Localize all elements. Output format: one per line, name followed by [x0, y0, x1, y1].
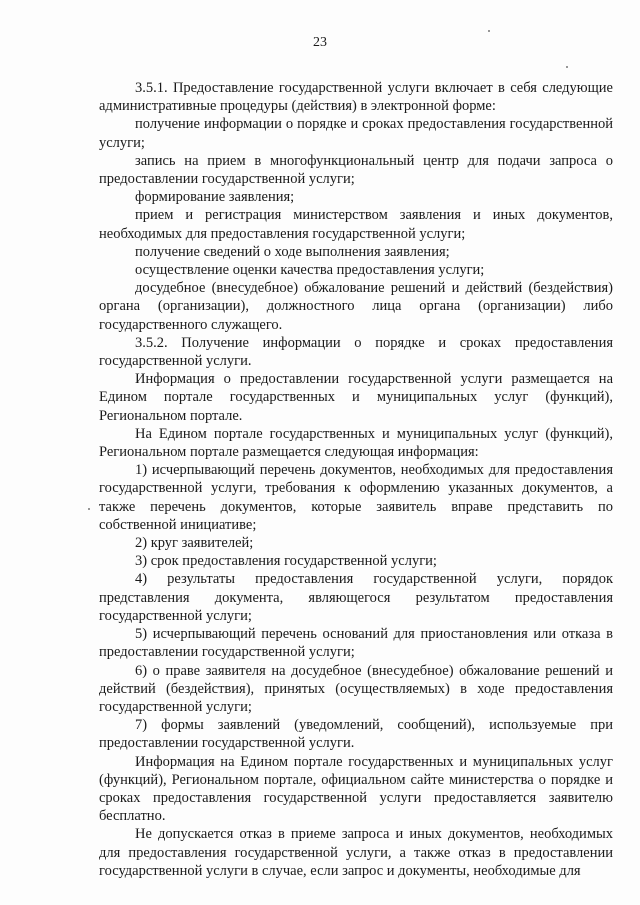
list-item-4: 4) результаты предоставления государственной услуги, порядок представления документа, являющегося результатом предоставления государственной услуги; [99, 571, 613, 624]
paragraph-3-5-1: 3.5.1. Предоставление государственной услуги включает в себя следующие административные процедуры (действия) в электронной форме: [99, 80, 613, 115]
document-body [99, 79, 613, 880]
paragraph-body: На Едином портале государственных и муниципальных услуг (функций), Региональном портале размещается следующая информация: [99, 425, 613, 461]
paragraph-body: Информация о предоставлении государственной услуги размещается на Едином портале государственных и муниципальных услуг (функций), Региональном портале. [99, 371, 613, 424]
list-item-2: 2) круг заявителей; [135, 535, 254, 552]
scan-speck [488, 30, 490, 32]
paragraph-body: Не допускается отказ в приеме запроса и иных документов, необходимых для предоставления государственной услуги, а также отказ в предоставлении государственной услуги в случае, если запрос и документы, необходимые для [99, 826, 613, 879]
paragraph-item: получение информации о порядке и сроках предоставления государственной услуги; [99, 116, 613, 151]
paragraph-item: осуществление оценки качества предоставления услуги; [135, 262, 485, 279]
list-item-6: 6) о праве заявителя на досудебное (внесудебное) обжалование решений и действий (бездействия), принятых (осуществляемых) в ходе предоставления государственной услуги; [99, 662, 613, 715]
list-item-3: 3) срок предоставления государственной услуги; [135, 553, 437, 570]
paragraph-body: Информация на Едином портале государственных и муниципальных услуг (функций), Региональном портале, официальном сайте министерства о порядке и сроках предоставления государственной услуги предоставляется заявителю бесплатно. [99, 753, 613, 825]
page-number: 23 [313, 35, 327, 50]
scan-speck [88, 508, 90, 510]
paragraph-item: прием и регистрация министерством заявления и иных документов, необходимых для предоставления государственной услуги; [99, 207, 613, 242]
scan-speck [566, 66, 568, 68]
paragraph-item: получение сведений о ходе выполнения заявления; [135, 243, 450, 260]
list-item-7: 7) формы заявлений (уведомлений, сообщений), используемые при предоставлении государственной услуги. [99, 717, 613, 752]
paragraph-3-5-2: 3.5.2. Получение информации о порядке и сроках предоставления государственной услуги. [99, 334, 613, 370]
list-item-5: 5) исчерпывающий перечень оснований для приостановления или отказа в предоставлении государственной услуги; [99, 626, 613, 661]
paragraph-item: досудебное (внесудебное) обжалование решений и действий (бездействия) органа (организации), должностного лица органа (организации) либо государственного служащего. [99, 280, 613, 333]
paragraph-item: запись на прием в многофункциональный центр для подачи запроса о предоставлении государственной услуги; [99, 152, 613, 188]
list-item-1: 1) исчерпывающий перечень документов, необходимых для предоставления государственной услуги, требования к оформлению указанных документов, а также перечень документов, которые заявитель вправе представить по собственной инициативе; [99, 462, 613, 533]
paragraph-item: формирование заявления; [135, 189, 295, 206]
